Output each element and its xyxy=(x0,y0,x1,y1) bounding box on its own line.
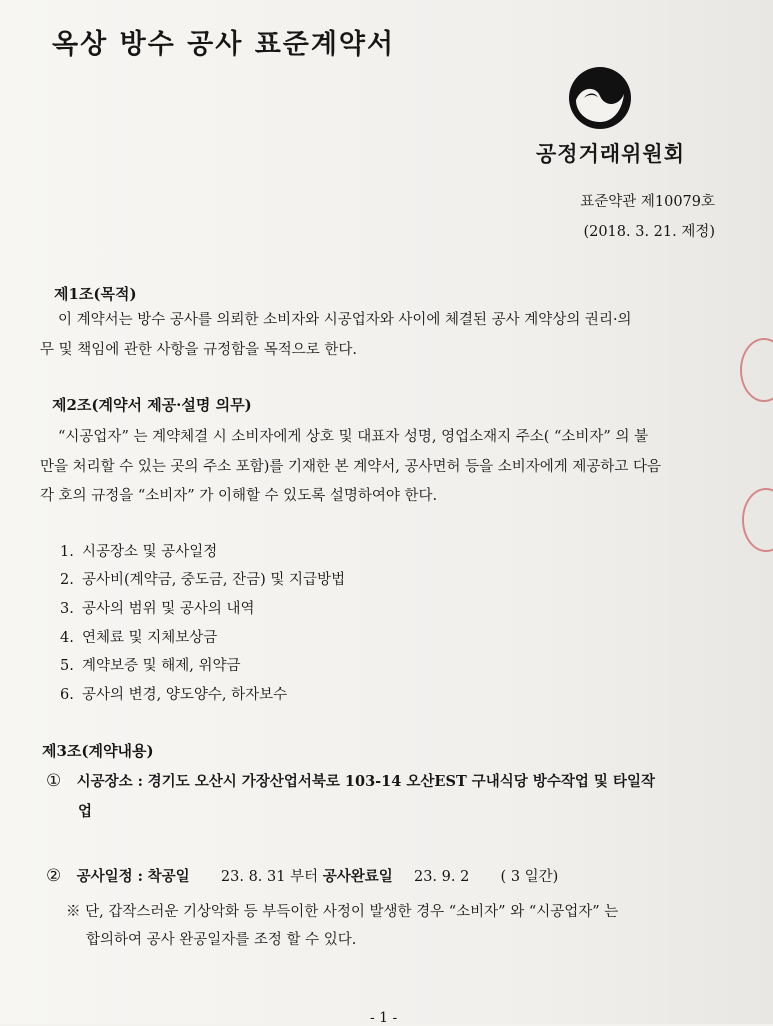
article-1-line: 무 및 책임에 관한 사항을 규정함을 목적으로 한다. xyxy=(40,342,358,358)
list-item: 3. 공사의 범위 및 공사의 내역 xyxy=(60,601,255,617)
list-item: 1. 시공장소 및 공사일정 xyxy=(60,544,218,560)
article-2-line: 각 호의 규정을 “소비자” 가 이해할 수 있도록 설명하여야 한다. xyxy=(40,488,438,504)
end-label: 공사완료일 xyxy=(322,868,393,885)
start-label: 착공일 xyxy=(147,868,190,885)
document-title: 옥상 방수 공사 표준계약서 xyxy=(52,29,396,60)
article-1-line: 이 계약서는 방수 공사를 의뢰한 소비자와 시공업자와 사이에 체결된 공사 계약상의 권리·의 xyxy=(58,312,632,328)
note-text: 단, 갑작스러운 기상악화 등 부득이한 사정이 발생한 경우 “소비자” 와 “시공업자” 는 xyxy=(85,904,619,920)
list-item: 6. 공사의 변경, 양도양수, 하자보수 xyxy=(60,687,288,703)
article-2-line: “시공업자” 는 계약체결 시 소비자에게 상호 및 대표자 성명, 영업소재지 주소( “소비자” 의 불 xyxy=(58,429,649,445)
site-label: 시공장소 : xyxy=(76,773,144,790)
duration: ( 3 일간) xyxy=(500,869,559,885)
end-date: 23. 9. 2 xyxy=(413,869,470,885)
contract-schedule-line xyxy=(46,865,558,886)
standard-number: 표준약관 제10079호 xyxy=(580,194,715,210)
organization-name: 공정거래위원회 xyxy=(536,142,686,166)
schedule-note xyxy=(66,900,618,921)
list-item: 4. 연체료 및 지체보상금 xyxy=(60,630,218,646)
circled-number: ① xyxy=(46,771,62,791)
seal-stamp xyxy=(742,488,773,552)
seal-stamp xyxy=(740,338,773,402)
standard-date: (2018. 3. 21. 제정) xyxy=(583,224,715,240)
schedule-note-continuation: 합의하여 공사 완공일자를 조정 할 수 있다. xyxy=(86,932,357,948)
site-value-continuation: 업 xyxy=(78,803,93,820)
site-value: 경기도 오산시 가장산업서북로 103-14 오산EST 구내식당 방수작업 및 타일작 xyxy=(147,773,656,790)
article-1-heading: 제1조(목적) xyxy=(54,285,137,303)
contract-site-line xyxy=(46,770,655,791)
government-emblem-icon xyxy=(566,64,634,132)
circled-number: ② xyxy=(46,866,62,886)
list-item: 2. 공사비(계약금, 중도금, 잔금) 및 지급방법 xyxy=(60,572,346,588)
article-3-heading: 제3조(계약내용) xyxy=(42,742,154,760)
note-mark: ※ xyxy=(66,904,81,920)
schedule-label: 공사일정 : xyxy=(76,868,144,885)
article-2-line: 만을 처리할 수 있는 곳의 주소 포함)를 기재한 본 계약서, 공사면허 등을 소비자에게 제공하고 다음 xyxy=(40,459,662,475)
list-item: 5. 계약보증 및 해제, 위약금 xyxy=(60,658,241,674)
from-text: 부터 xyxy=(290,869,319,885)
article-2-heading: 제2조(계약서 제공·설명 의무) xyxy=(52,396,252,414)
page-number: - 1 - xyxy=(370,1010,398,1026)
start-date: 23. 8. 31 xyxy=(220,869,286,885)
